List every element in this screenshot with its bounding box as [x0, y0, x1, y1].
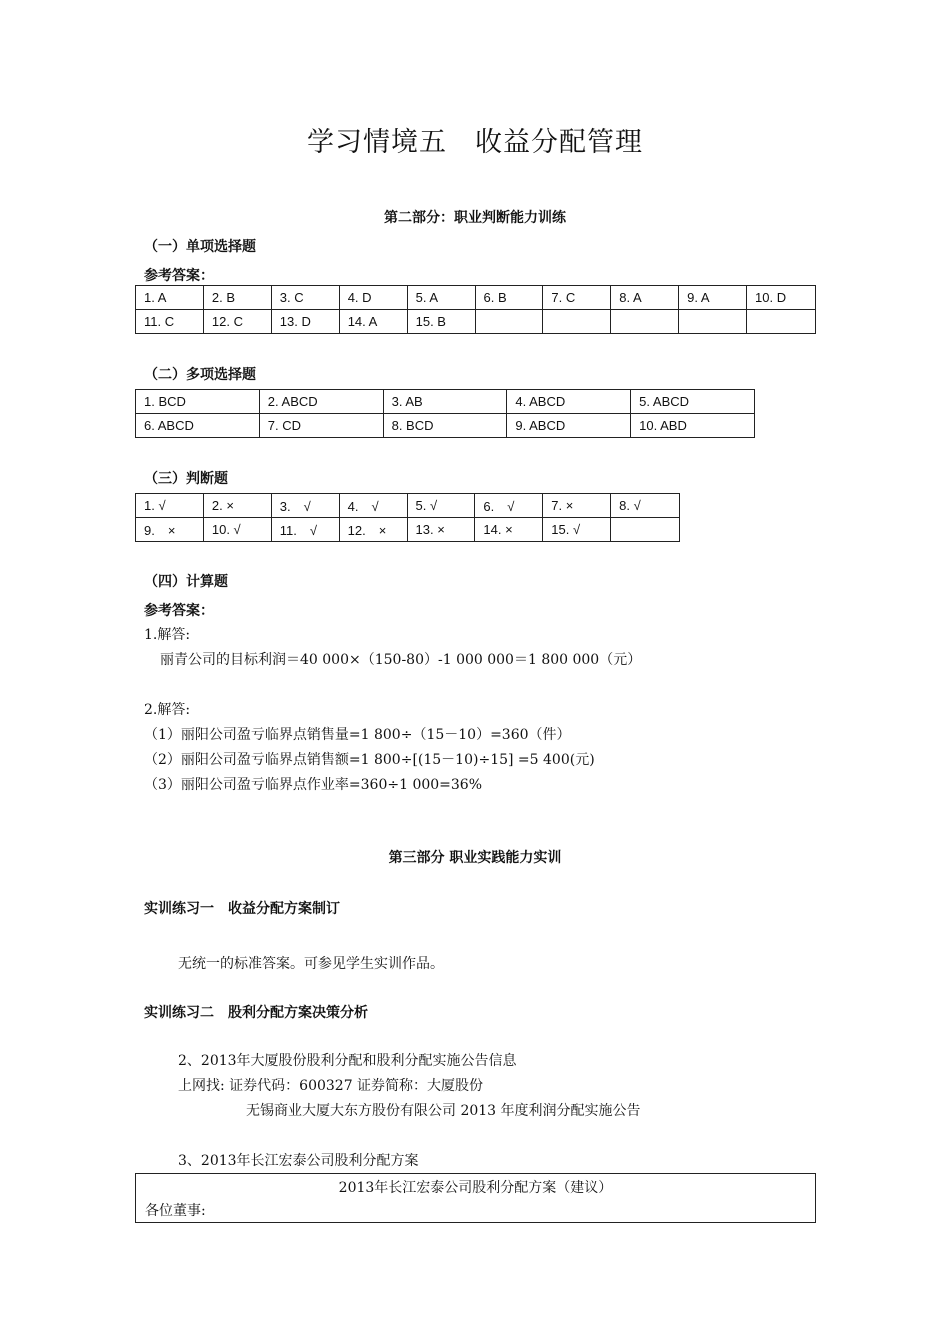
single-choice-table — [135, 285, 816, 334]
ex1-heading: 实训练习一 收益分配方案制订 — [144, 901, 340, 917]
table-cell: 5. √ — [407, 494, 475, 518]
table-cell: 5. A — [407, 286, 475, 310]
table-cell: 7. × — [543, 494, 611, 518]
q2-answer-1: （1）丽阳公司盈亏临界点销售量=1 800÷（15－10）=360（件） — [144, 727, 571, 743]
sec4-ref: 参考答案： — [144, 603, 214, 619]
proposal-title: 2013年长江宏泰公司股利分配方案（建议） — [338, 1180, 613, 1196]
table-cell: 7. CD — [259, 414, 383, 438]
ex2-item2: 2、2013年大厦股份股利分配和股利分配实施公告信息 — [178, 1053, 517, 1069]
table-cell — [679, 310, 747, 334]
part3-heading: 第三部分 职业实践能力实训 — [388, 850, 562, 866]
table-cell: 2. × — [203, 494, 271, 518]
table-cell: 6. B — [475, 286, 543, 310]
table-cell: 6. ABCD — [136, 414, 260, 438]
sec2-heading: （二）多项选择题 — [144, 367, 256, 383]
q2-answer-2: （2）丽阳公司盈亏临界点销售额=1 800÷[(15－10)÷15] =5 400(元) — [144, 752, 595, 768]
table-cell — [543, 310, 611, 334]
sec1-ref: 参考答案： — [144, 268, 214, 284]
table-cell: 3. C — [271, 286, 339, 310]
table-row — [136, 310, 816, 334]
table-cell: 14. × — [475, 518, 543, 542]
table-row — [136, 494, 680, 518]
table-cell: 9. ABCD — [507, 414, 631, 438]
table-cell: 2. B — [203, 286, 271, 310]
table-cell: 13. D — [271, 310, 339, 334]
page-title: 学习情境五 收益分配管理 — [307, 127, 643, 158]
table-row — [136, 414, 755, 438]
table-cell — [475, 310, 543, 334]
ex2-item3: 3、2013年长江宏泰公司股利分配方案 — [178, 1153, 419, 1169]
proposal-greeting: 各位董事: — [145, 1203, 206, 1219]
proposal-box — [135, 1173, 816, 1223]
ex1-text: 无统一的标准答案。可参见学生实训作品。 — [178, 956, 444, 972]
table-cell: 5. ABCD — [631, 390, 755, 414]
table-cell: 12. × — [339, 518, 407, 542]
q1-answer: 丽青公司的目标利润＝40 000×（150-80）-1 000 000＝1 800 000（元） — [160, 652, 642, 668]
sec3-heading: （三）判断题 — [144, 471, 228, 487]
table-cell: 14. A — [339, 310, 407, 334]
table-cell: 4. ABCD — [507, 390, 631, 414]
table-cell: 4. √ — [339, 494, 407, 518]
table-cell — [611, 518, 680, 542]
true-false-table — [135, 493, 680, 542]
table-cell: 15. √ — [543, 518, 611, 542]
table-cell: 3. AB — [383, 390, 507, 414]
part2-heading: 第二部分：职业判断能力训练 — [384, 210, 566, 226]
multi-choice-table — [135, 389, 755, 438]
table-cell: 8. √ — [611, 494, 680, 518]
table-cell: 11. C — [136, 310, 204, 334]
sec1-heading: （一）单项选择题 — [144, 239, 256, 255]
table-row — [136, 286, 816, 310]
table-cell: 12. C — [203, 310, 271, 334]
ex2-company: 无锡商业大厦大东方股份有限公司 2013 年度利润分配实施公告 — [246, 1103, 641, 1119]
table-cell: 1. BCD — [136, 390, 260, 414]
table-cell: 1. A — [136, 286, 204, 310]
table-cell: 8. A — [611, 286, 679, 310]
table-cell: 9. A — [679, 286, 747, 310]
ex2-heading: 实训练习二 股利分配方案决策分析 — [144, 1005, 368, 1021]
table-cell: 4. D — [339, 286, 407, 310]
table-cell — [611, 310, 679, 334]
table-cell — [747, 310, 816, 334]
table-cell: 10. ABD — [631, 414, 755, 438]
table-row — [136, 390, 755, 414]
ex2-online: 上网找: 证券代码：600327 证券简称：大厦股份 — [178, 1078, 484, 1094]
table-cell: 13. × — [407, 518, 475, 542]
q2-answer-3: （3）丽阳公司盈亏临界点作业率=360÷1 000=36% — [144, 777, 483, 793]
table-row — [136, 518, 680, 542]
table-cell: 11. √ — [271, 518, 339, 542]
table-cell: 6. √ — [475, 494, 543, 518]
sec4-heading: （四）计算题 — [144, 574, 228, 590]
table-cell: 8. BCD — [383, 414, 507, 438]
table-cell: 9. × — [136, 518, 204, 542]
table-cell: 7. C — [543, 286, 611, 310]
table-cell: 3. √ — [271, 494, 339, 518]
table-cell: 15. B — [407, 310, 475, 334]
table-cell: 2. ABCD — [259, 390, 383, 414]
q1-label: 1.解答: — [144, 627, 191, 643]
q2-label: 2.解答: — [144, 702, 191, 718]
table-cell: 10. D — [747, 286, 816, 310]
table-cell: 1. √ — [136, 494, 204, 518]
table-cell: 10. √ — [203, 518, 271, 542]
